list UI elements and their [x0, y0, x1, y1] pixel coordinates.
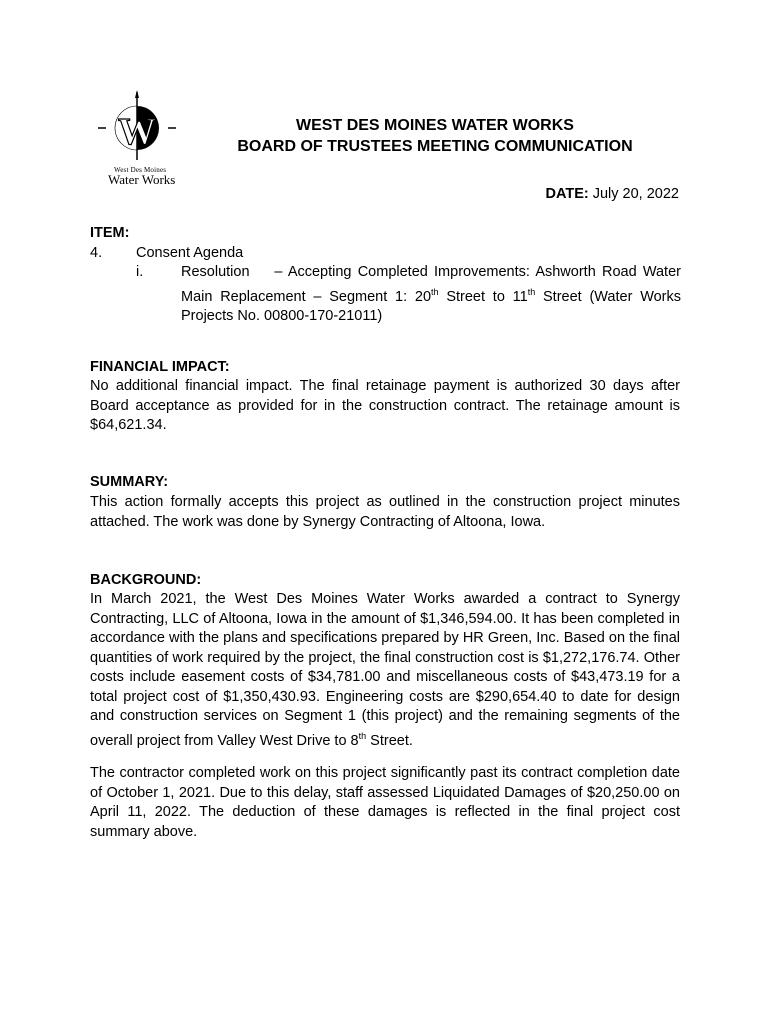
item-sub-label: Resolution	[181, 264, 250, 280]
item-sub-text-3: Street (Water Works Projects No. 00800-170-21011)	[181, 288, 682, 324]
background-paragraph-2: The contractor completed work on this project significantly past its contract completion date of October 1, 2021. Due to this delay, staff assessed Liquidated Damages of $20,250.00 on April 11, 2022. The deduction of these damages is reflected in the final project cost summary above.	[90, 765, 680, 840]
item-sub-text	[181, 263, 681, 326]
background-heading: BACKGROUND:	[90, 572, 202, 588]
item-sub-text-2: Street to 11	[438, 288, 528, 305]
document-header	[180, 115, 690, 157]
financial-body: No additional financial impact. The final retainage payment is authorized 30 days after Board acceptance as provided for in the construction contract. The retainage amount is $64,621.34.	[90, 378, 680, 433]
date-value: July 20, 2022	[592, 186, 679, 202]
logo-small-text: West Des Moines	[114, 166, 167, 174]
superscript: th	[527, 286, 536, 297]
date-label: DATE:	[545, 186, 589, 202]
item-number: 4.	[90, 245, 103, 261]
item-sub-text-1: – Accepting Completed Improvements: Ashworth Road Water Main Replacement – Segment 1: 20	[181, 264, 681, 305]
date-line	[545, 186, 679, 202]
item-heading: ITEM:	[90, 225, 130, 241]
item-title: Consent Agenda	[136, 245, 244, 261]
superscript: th	[431, 286, 439, 297]
svg-text:W: W	[118, 111, 156, 153]
background-body-1: In March 2021, the West Des Moines Water Works awarded a contract to Synergy Contracting, LLC of Altoona, Iowa in the amount of $1,346,594.00. It has been completed in accordance with the plans and specifications prepared by HR Green, Inc. Based on the final quantities of work required by the project, the final construction cost is $1,272,176.74. Other costs include easement costs of $34,781.00 and miscellaneous costs of $43,473.19 for a total project cost of $1,350,430.93. Engineering costs are $290,654.40 to date for design and construction services on Segment 1 (this project) and the remaining segments of the overall project from Valley West Drive to 8	[90, 591, 680, 749]
header-line-2: BOARD OF TRUSTEES MEETING COMMUNICATION	[237, 138, 633, 155]
summary-body: This action formally accepts this project as outlined in the construction project minutes attached. The work was done by Synergy Contracting of Altoona, Iowa.	[90, 494, 680, 530]
item-sub-number: i.	[136, 264, 144, 280]
superscript: th	[358, 730, 367, 741]
summary-heading: SUMMARY:	[90, 474, 169, 490]
financial-heading: FINANCIAL IMPACT:	[90, 359, 230, 375]
logo-brand-text: Water Works	[108, 172, 176, 187]
header-line-1: WEST DES MOINES WATER WORKS	[296, 117, 574, 134]
background-paragraph-1	[90, 590, 680, 751]
background-body-1-end: Street.	[366, 732, 413, 749]
